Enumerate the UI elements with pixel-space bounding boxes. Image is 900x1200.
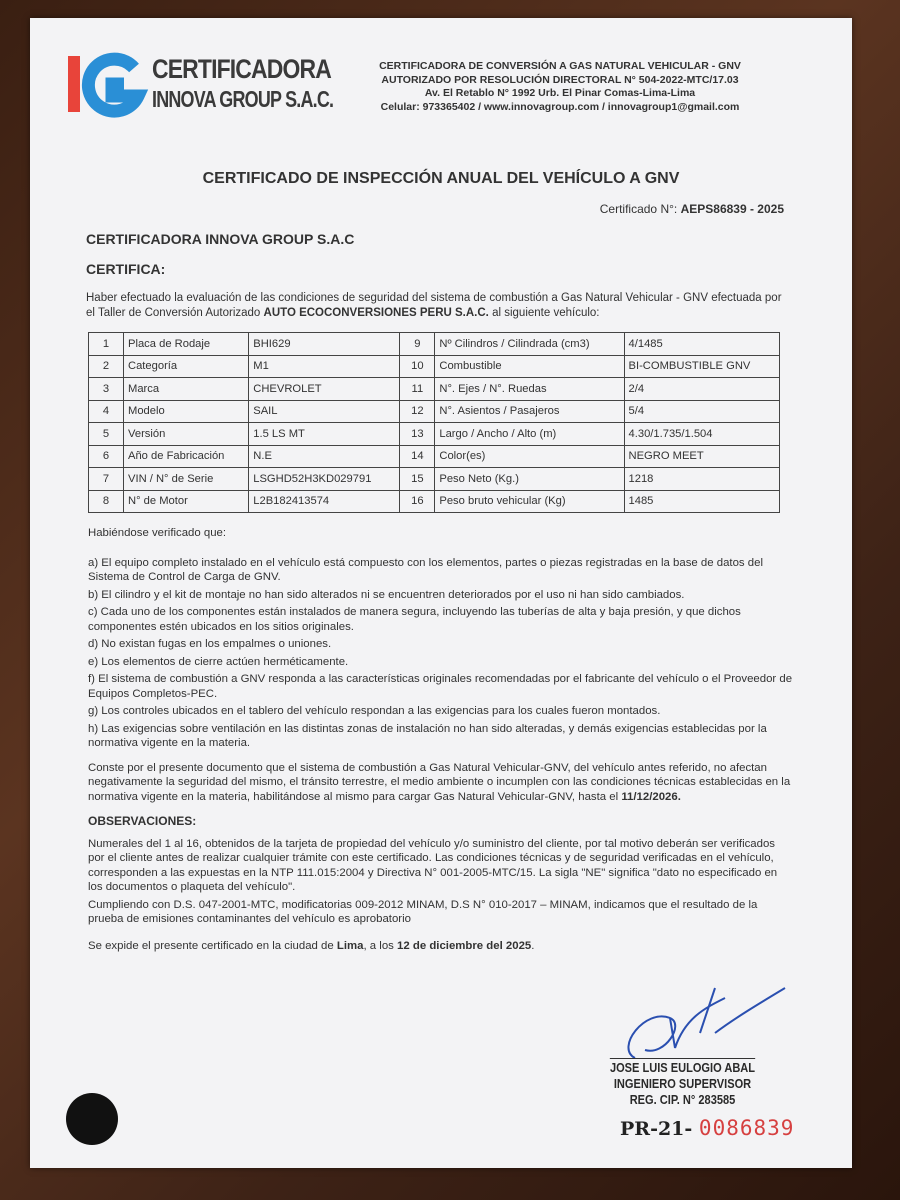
field-label: Peso Neto (Kg.) (435, 468, 624, 491)
list-item: d) No existan fugas en los empalmes o uniones. (88, 638, 332, 650)
list-item: f) El sistema de combustión a GNV responda a las características originales recomendadas por el fabricante del vehículo o el Proveedor de Equipos Completos-PEC. (88, 673, 793, 700)
field-value: 2/4 (624, 378, 779, 401)
list-item: h) Las exigencias sobre ventilación en las distintas zonas de instalación no han sido alteradas, y demás exigencias establecidas por la normativa vigente en la materia. (88, 722, 767, 749)
intro-paragraph (86, 291, 786, 321)
observations-text: Numerales del 1 al 16, obtenidos de la tarjeta de propiedad del vehículo y/o suministro del cliente, por tal motivo deberán ser verificados por el cliente antes de realizar cualquier trámite con este certificado. Las condiciones técnicas y de seguridad verificadas en el vehículo, corresponden a las expuestas en la NTP 111.015:2004 y Directiva N° 001-2005-MTC/15. La sigla "NE" significa "dato no especificado en los documentos o plaqueta del vehículo". (88, 837, 778, 893)
logo-name-line1: CERTIFICADORA (152, 54, 331, 84)
header-line-4: Celular: 973365402 / www.innovagroup.com / innovagroup1@gmail.com (380, 100, 740, 113)
verified-intro: Habiéndose verificado que: (88, 527, 227, 539)
row-number: 6 (89, 445, 124, 468)
observations-heading: OBSERVACIONES: (88, 814, 197, 828)
ig-logo-icon (64, 50, 150, 120)
certificate-number (600, 202, 784, 216)
punch-hole (66, 1093, 118, 1145)
header-line-1: CERTIFICADORA DE CONVERSIÓN A GAS NATURAL VEHICULAR - GNV (379, 60, 741, 72)
field-label: Versión (124, 423, 249, 446)
row-number: 12 (400, 400, 435, 423)
field-value: 1218 (624, 468, 779, 491)
list-item: c) Cada uno de los componentes están instalados de manera segura, incluyendo las tuberías de alta y baja presión, y que dichos componentes estén ubicados en los sitios originales. (88, 606, 741, 633)
signer-details (591, 1058, 774, 1108)
row-number: 15 (400, 468, 435, 491)
field-value: NEGRO MEET (624, 445, 779, 468)
field-value: 1.5 LS MT (249, 423, 400, 446)
signature-block (575, 978, 790, 1178)
verification-body (88, 526, 793, 956)
document-title: CERTIFICADO DE INSPECCIÓN ANUAL DEL VEHÍCULO A GNV (202, 170, 680, 187)
field-value: M1 (249, 355, 400, 378)
header-line-2: AUTORIZADO POR RESOLUCIÓN DIRECTORAL N° 504-2022-MTC/17.03 (381, 73, 739, 86)
workshop-name: AUTO ECOCONVERSIONES PERU S.A.C. (263, 307, 489, 319)
field-label: Peso bruto vehicular (Kg) (435, 490, 624, 513)
form-serial: 0086839 (698, 1116, 795, 1140)
table-row (89, 333, 780, 356)
field-label: Categoría (124, 355, 249, 378)
certifica-heading: CERTIFICA: (86, 261, 166, 277)
field-label: Placa de Rodaje (124, 333, 249, 356)
field-label: N°. Ejes / N°. Ruedas (435, 378, 624, 401)
field-value: 5/4 (624, 400, 779, 423)
row-number: 4 (89, 400, 124, 423)
field-value: 4/1485 (624, 333, 779, 356)
row-number: 16 (400, 490, 435, 513)
issue-text: Se expide el presente certificado en la ciudad de (88, 939, 334, 952)
field-value: 1485 (624, 490, 779, 513)
list-item: a) El equipo completo instalado en el vehículo está compuesto con los elementos, partes o piezas registradas en la base de datos del Sistema de Control de Carga de GNV. (88, 556, 763, 583)
list-item: e) Los elementos de cierre actúen herméticamente. (88, 655, 349, 668)
row-number: 2 (89, 355, 124, 378)
row-number: 1 (89, 333, 124, 356)
conste-paragraph (88, 761, 793, 805)
field-label: N°. Asientos / Pasajeros (435, 400, 624, 423)
field-value: BI-COMBUSTIBLE GNV (624, 355, 779, 378)
issue-city: Lima (336, 939, 364, 952)
vehicle-table (88, 332, 780, 513)
row-number: 11 (400, 378, 435, 401)
signer-registration: REG. CIP. N° 283585 (629, 1092, 736, 1107)
field-label: N° de Motor (124, 490, 249, 513)
row-number: 3 (89, 378, 124, 401)
issue-statement (88, 939, 793, 954)
certificate-number-label: Certificado N°: (599, 202, 678, 216)
field-label: Largo / Ancho / Alto (m) (435, 423, 624, 446)
table-row (89, 400, 780, 423)
form-number (620, 1116, 794, 1140)
row-number: 8 (89, 490, 124, 513)
field-value: N.E (249, 445, 400, 468)
table-row (89, 490, 780, 513)
intro-text: Haber efectuado la evaluación de las condiciones de seguridad del sistema de combustión a Gas Natural Vehicular - GNV efectuada por el Taller de Conversión Autorizado (86, 292, 782, 319)
row-number: 13 (400, 423, 435, 446)
row-number: 14 (400, 445, 435, 468)
header-line-3: Av. El Retablo N° 1992 Urb. El Pinar Comas-Lima-Lima (424, 87, 696, 99)
signer-name: JOSE LUIS EULOGIO ABAL (609, 1060, 756, 1075)
row-number: 9 (400, 333, 435, 356)
issue-text-end: . (531, 939, 535, 952)
signer-role: INGENIERO SUPERVISOR (613, 1076, 752, 1091)
table-row (89, 445, 780, 468)
field-value: BHI629 (249, 333, 400, 356)
header-block (350, 60, 770, 114)
company-name: CERTIFICADORA INNOVA GROUP S.A.C (86, 231, 355, 247)
field-value: LSGHD52H3KD029791 (249, 468, 400, 491)
table-row (89, 378, 780, 401)
field-value: SAIL (249, 400, 400, 423)
row-number: 10 (400, 355, 435, 378)
row-number: 5 (89, 423, 124, 446)
logo-name-line2: INNOVA GROUP S.A.C. (152, 86, 334, 112)
issue-text-mid: , a los (363, 939, 394, 952)
row-number: 7 (89, 468, 124, 491)
company-logo (64, 50, 334, 122)
list-item: g) Los controles ubicados en el tablero del vehículo respondan a las exigencias para los cuales fueron montados. (88, 705, 661, 717)
issue-date: 12 de diciembre del 2025 (397, 939, 532, 952)
field-value: 4.30/1.735/1.504 (624, 423, 779, 446)
certificate-document (30, 18, 852, 1168)
table-row (89, 423, 780, 446)
valid-until-date: 11/12/2026. (621, 790, 681, 803)
field-label: VIN / N° de Serie (124, 468, 249, 491)
list-item: b) El cilindro y el kit de montaje no han sido alterados ni se encuentren deteriorados por el uso ni han sido cambiados. (88, 588, 685, 601)
certificate-number-value: AEPS86839 - 2025 (680, 202, 784, 216)
field-label: Año de Fabricación (124, 445, 249, 468)
field-label: Marca (124, 378, 249, 401)
field-value: L2B182413574 (249, 490, 400, 513)
intro-text-end: al siguiente vehículo: (492, 307, 600, 319)
table-row (89, 468, 780, 491)
field-label: Combustible (435, 355, 624, 378)
field-label: Color(es) (435, 445, 624, 468)
field-label: Modelo (124, 400, 249, 423)
handwritten-signature (575, 978, 790, 1068)
emissions-text: Cumpliendo con D.S. 047-2001-MTC, modificatorias 009-2012 MINAM, D.S N° 010-2017 – MINAM, indicamos que el resultado de la prueba de emisiones contaminantes del vehículo es aprobatorio (88, 898, 758, 925)
conste-text: Conste por el presente documento que el sistema de combustión a Gas Natural Vehicular-GNV, del vehículo antes referido, no afectan negativamente la seguridad del mismo, el tránsito terrestre, el medio ambiente o incumplen con las condiciones técnicas establecidas en la normativa vigente en la materia, habilitándose al mismo para cargar Gas Natural Vehicular-GNV, hasta el (88, 761, 791, 803)
table-row (89, 355, 780, 378)
form-prefix: PR-21- (620, 1118, 693, 1140)
field-value: CHEVROLET (249, 378, 400, 401)
field-label: Nº Cilindros / Cilindrada (cm3) (435, 333, 624, 356)
